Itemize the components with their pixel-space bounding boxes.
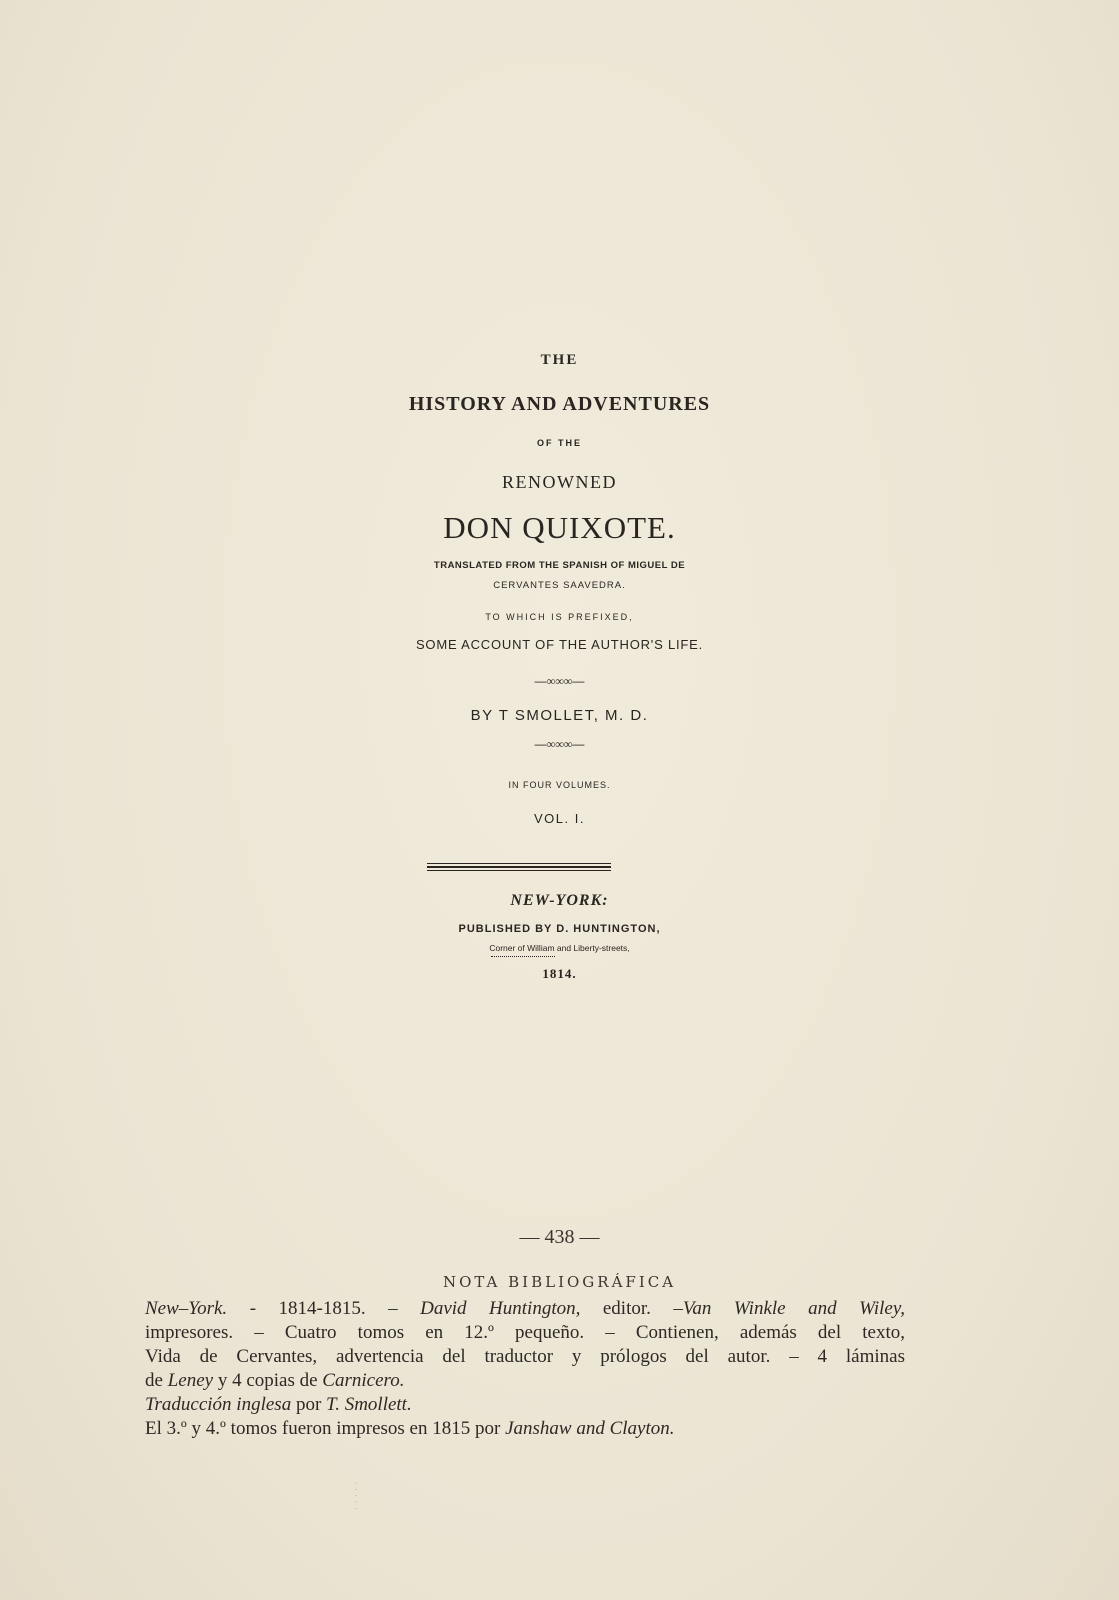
title-don-quixote: DON QUIXOTE.	[443, 510, 676, 545]
margin-mark: · · · · ·	[352, 1482, 359, 1511]
dotted-separator	[491, 956, 555, 957]
note-l4-b: y 4 copias de	[213, 1370, 323, 1391]
note-leney: Leney	[167, 1370, 214, 1391]
note-traduccion: Traducción inglesa	[145, 1394, 292, 1415]
which-prefixed: TO WHICH IS PREFIXED,	[485, 612, 634, 622]
bibliographic-note	[145, 1297, 905, 1441]
title-history: HISTORY AND ADVENTURES	[408, 393, 711, 415]
translated-line-1: TRANSLATED FROM THE SPANISH OF MIGUEL DE	[433, 560, 686, 571]
note-por: por	[291, 1394, 327, 1415]
note-printer: Van Winkle and Wiley,	[682, 1298, 906, 1319]
imprint-address: Corner of William and Liberty-streets,	[489, 943, 630, 953]
rule-line-1	[427, 863, 611, 864]
imprint-city: NEW-YORK:	[510, 892, 609, 909]
volumes-line: IN FOUR VOLUMES.	[508, 780, 611, 790]
note-line-2: impresores. – Cuatro tomos en 12.º pequeño. – Contienen, además del texto,	[145, 1322, 905, 1343]
rule-line-3	[427, 870, 611, 871]
ornament-1: —∞∞∞—	[534, 674, 585, 688]
page-number: — 438 —	[519, 1226, 600, 1248]
note-editor: David Huntington,	[420, 1298, 581, 1319]
note-line-5	[145, 1393, 905, 1417]
note-janshaw: Janshaw and Clayton.	[505, 1418, 675, 1439]
note-line-4	[145, 1369, 905, 1393]
title-the: THE	[540, 352, 579, 368]
imprint-publisher: PUBLISHED BY D. HUNTINGTON,	[458, 923, 661, 935]
note-city: New–York.	[145, 1298, 228, 1319]
note-l4-a: de	[145, 1370, 168, 1391]
volume-number: VOL. I.	[534, 811, 585, 826]
ornament-2: —∞∞∞—	[534, 737, 585, 751]
note-dates: - 1814-1815. –	[227, 1298, 421, 1319]
author-line: BY T SMOLLET, M. D.	[470, 707, 649, 724]
some-account: SOME ACCOUNT OF THE AUTHOR'S LIFE.	[415, 637, 704, 652]
title-renowned: RENOWNED	[502, 472, 617, 492]
note-line-1	[145, 1297, 905, 1321]
imprint-year: 1814.	[542, 966, 577, 981]
note-line-3: Vida de Cervantes, advertencia del traductor y prólogos del autor. – 4 láminas	[145, 1346, 905, 1367]
title-of-the: OF THE	[537, 438, 582, 448]
note-heading: NOTA BIBLIOGRÁFICA	[442, 1273, 677, 1291]
rule-line-2	[427, 866, 611, 868]
note-line-6	[145, 1417, 905, 1441]
note-l6-a: El 3.º y 4.º tomos fueron impresos en 1815 por	[145, 1418, 506, 1439]
note-editor-role: editor. –	[580, 1298, 683, 1319]
note-carnicero: Carnicero.	[322, 1370, 405, 1391]
translated-line-2: CERVANTES SAAVEDRA.	[493, 580, 626, 591]
note-smollett: T. Smollett.	[326, 1394, 412, 1415]
